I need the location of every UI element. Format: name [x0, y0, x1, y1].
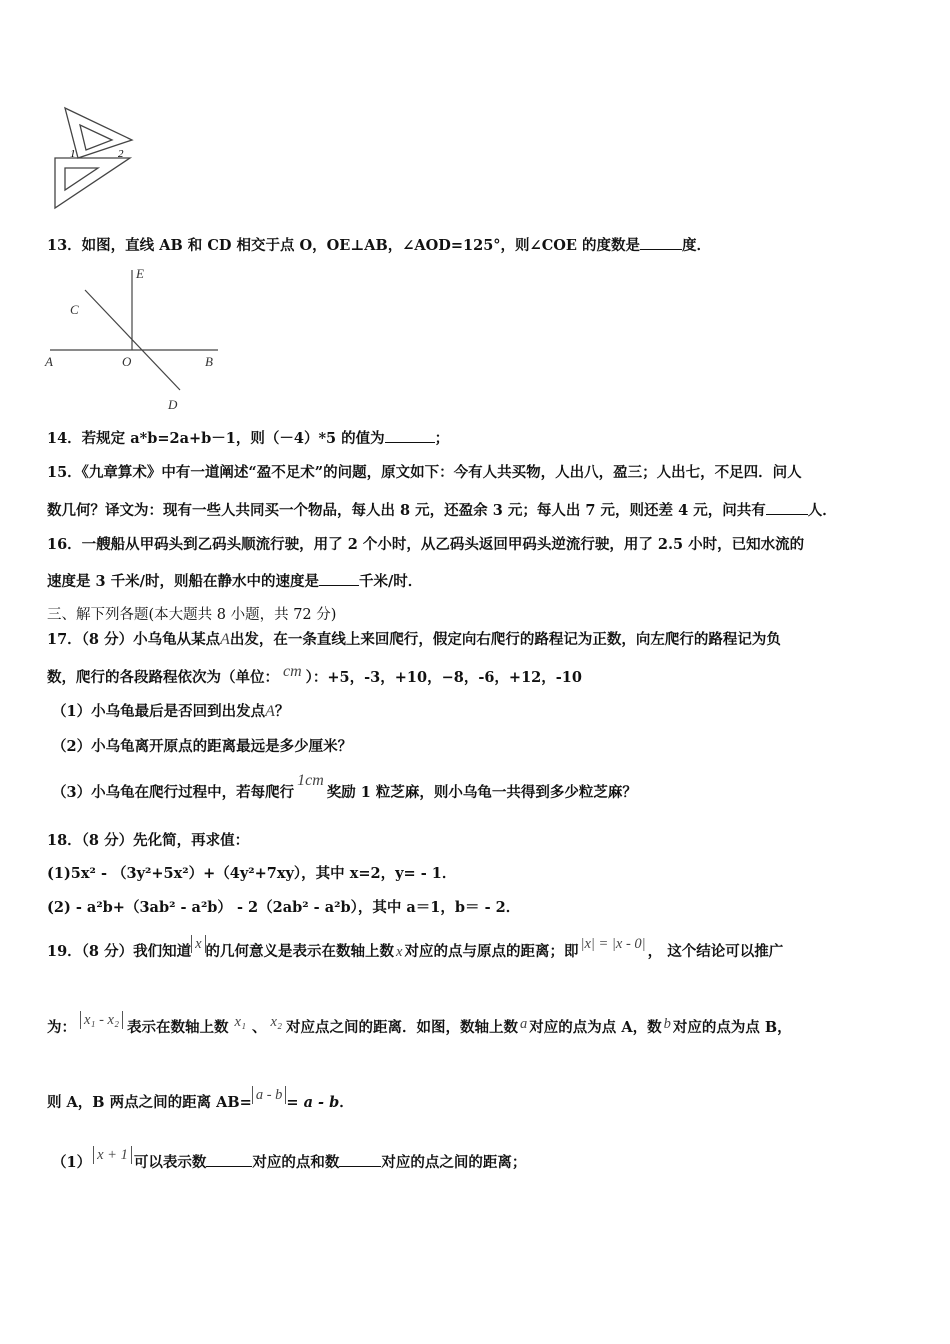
section-3-heading: 三、解下列各题(本大题共 8 小题，共 72 分): [47, 607, 337, 623]
q15-text: 数几何？译文为：现有一些人共同买一个物品，每人出 8 元，还盈余 3 元；每人出 7 元，则还差 4 元，问共有: [47, 502, 766, 519]
question-17-line1: [47, 630, 781, 650]
q17-unit: cm: [283, 663, 302, 680]
q19-abs-eq: |x| = |x - 0|: [580, 936, 646, 952]
q19-blank-2: [339, 1152, 381, 1167]
q19-text-i: 对应的点为点 A，数: [529, 1019, 662, 1036]
question-17-line2: [47, 663, 582, 688]
q19-text-l: ．: [339, 1094, 354, 1111]
q19-p1-text-c: 对应的点之间的距离；: [381, 1154, 527, 1171]
q17-p3-unit: 1cm: [297, 772, 324, 789]
q19-blank-1: [206, 1152, 252, 1167]
question-16-line1: 16．一艘船从甲码头到乙码头顺流行驶，用了 2 个小时，从乙码头返回甲码头逆流行驶，用了 2.5 小时，已知水流的: [47, 536, 805, 553]
q19-var-x2: x₂: [270, 1014, 283, 1030]
q19-p1-text-a: 可以表示数: [133, 1154, 207, 1171]
question-16-line2: [47, 571, 422, 592]
question-15-line2: [47, 500, 837, 521]
q17-p1-var-a: A: [265, 703, 275, 720]
q19-var-b: b: [663, 1016, 671, 1032]
q14-blank: [385, 428, 435, 443]
question-19-part1: [52, 1147, 527, 1173]
q19-var-x1: x₁: [234, 1014, 247, 1030]
lines-figure: [40, 262, 230, 412]
q19-text-k: 则 A，B 两点之间的距离 AB=: [47, 1094, 252, 1111]
q15-text-end: 人．: [807, 502, 837, 519]
q17-p3-text: （3）小乌龟在爬行过程中，若每爬行: [52, 784, 295, 801]
question-17-part2: （2）小乌龟离开原点的距离最远是多少厘米？: [52, 738, 353, 755]
lower-triangle-inner: [65, 168, 98, 190]
question-14: [47, 428, 449, 449]
q17-text-d: ）：+5，-3，+10，−8，-6，+12，-10: [305, 669, 582, 686]
label-C: C: [70, 302, 79, 317]
question-17-part3: [52, 772, 637, 803]
lower-triangle: [55, 158, 130, 208]
angle-label-2: 2: [118, 148, 124, 160]
question-19-line3: [47, 1087, 354, 1113]
question-19-line1: [47, 936, 784, 962]
q19-abs-x1x2: x₁ - x₂: [80, 1011, 123, 1029]
q19-text-g: 、: [252, 1019, 267, 1036]
label-E: E: [136, 266, 144, 281]
question-18-title: 18．（8 分）先化简，再求值：: [47, 832, 250, 849]
q17-p1-end: ？: [274, 703, 290, 720]
q13-text-end: 度．: [681, 237, 711, 254]
q14-text: 14．若规定 a*b=2a+b－1，则（－4）*5 的值为: [47, 430, 385, 447]
q19-text-h: 对应点之间的距离．如图，数轴上数: [286, 1019, 519, 1036]
q13-blank: [640, 235, 682, 250]
q19-var-a: a: [520, 1016, 528, 1032]
label-A: A: [45, 354, 53, 369]
label-O: O: [122, 354, 132, 369]
q19-eq-ab: = a - b: [286, 1094, 340, 1111]
q19-abs-x: x: [191, 935, 205, 953]
label-B: B: [205, 354, 213, 369]
q17-p3-end: 奖励 1 粒芝麻，则小乌龟一共得到多少粒芝麻？: [326, 784, 637, 801]
q19-text-e: 为：: [47, 1019, 76, 1036]
q14-text-end: ；: [434, 430, 450, 447]
q17-text-c: 数，爬行的各段路程依次为（单位：: [47, 669, 279, 686]
q16-text: 速度是 3 千米/时，则船在静水中的速度是: [47, 573, 319, 590]
q19-text-c: 对应的点与原点的距离；即: [404, 943, 579, 960]
q17-var-a: A: [220, 631, 230, 648]
label-D: D: [168, 397, 178, 412]
q19-p1-text-b: 对应的点和数: [252, 1154, 340, 1171]
set-square-figure: [50, 100, 140, 215]
question-17-part1: [52, 702, 289, 722]
q16-blank: [319, 571, 359, 586]
question-18-part1: (1)5x² - （3y²+5x²）+（4y²+7xy），其中 x=2，y= - 1．: [47, 865, 457, 882]
q19-p1-label: （1）: [52, 1154, 92, 1171]
q19-text-f: 表示在数轴上数: [127, 1019, 229, 1036]
question-18-part2: (2) - a²b+（3ab² - a²b） - 2（2ab² - a²b），其中 a＝1，b＝ - 2．: [47, 899, 521, 916]
q19-var-x: x: [396, 944, 403, 960]
question-15-line1: 15．《九章算术》中有一道阐述“盈不足术”的问题，原文如下：今有人共买物，人出八，盈三；人出七，不足四．问人: [47, 464, 802, 481]
q17-p1-text: （1）小乌龟最后是否回到出发点: [52, 703, 266, 720]
question-19-line2: [47, 1012, 792, 1038]
q19-abs-xplus1: x + 1: [93, 1146, 132, 1164]
q16-text-end: 千米/时．: [358, 573, 423, 590]
q19-abs-ab: a - b: [252, 1086, 287, 1104]
question-13: [47, 235, 711, 256]
q19-text-d: ， 这个结论可以推广: [647, 943, 784, 960]
q13-text: 13．如图，直线 AB 和 CD 相交于点 O，OE⊥AB，∠AOD=125°，则∠COE 的度数是: [47, 237, 640, 254]
q15-blank: [766, 500, 808, 515]
q17-text-b: 出发，在一条直线上来回爬行，假定向右爬行的路程记为正数，向左爬行的路程记为负: [229, 631, 781, 648]
q19-text-a: 19．（8 分）我们知道: [47, 943, 192, 960]
angle-label-1: 1: [70, 148, 76, 160]
q19-text-b: 的几何意义是表示在数轴上数: [205, 943, 395, 960]
q19-text-j: 对应的点为点 B，: [672, 1019, 792, 1036]
q17-text-a: 17．（8 分）小乌龟从某点: [47, 631, 221, 648]
